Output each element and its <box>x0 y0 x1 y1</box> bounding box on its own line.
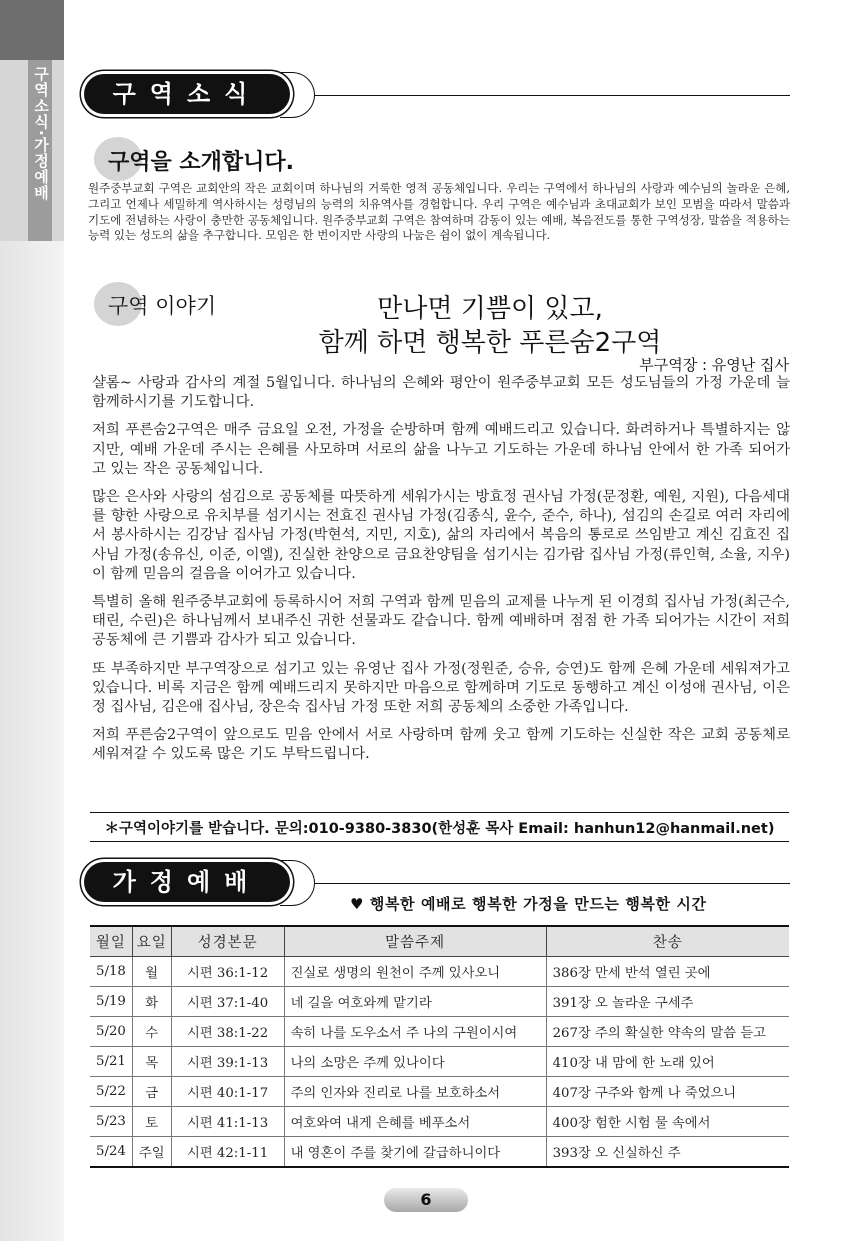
table-row <box>90 1017 789 1047</box>
table-row <box>90 1137 789 1168</box>
cell-day: 토 <box>132 1107 171 1137</box>
story-paragraph: 많은 은사와 사랑의 섬김으로 공동체를 따뜻하게 세워가시는 방효정 권사님 가정(문정환, 예원, 지원), 다음세대를 향한 사랑으로 유치부를 섬기시는 전효진 권사님 가정(김종식, 윤수, 준수, 하나), 섬김의 손길로 여러 자리에서 봉사하시는 김강남 집사님 가정(박현석, 지민, 지호), 삶의 자리에서 복음의 통로로 쓰임받고 계신 김효진 집사님 가정(송유신, 이준, 이엘), 진실한 찬양으로 금요찬양팀을 섬기시는 김가람 집사님 가정(류인혁, 소율, 지우)이 함께 믿음의 걸음을 이어가고 있습니다. <box>92 489 790 582</box>
story-paragraph: 샬롬~ 사랑과 감사의 계절 5월입니다. 하나님의 은혜와 평안이 원주중부교회 모든 성도님들의 가정 가운데 늘 함께하시기를 기도합니다. <box>92 375 790 411</box>
page-number: 6 <box>384 1188 468 1212</box>
cell-scripture: 시편 37:1-40 <box>171 987 284 1017</box>
cell-hymn: 410장 내 맘에 한 노래 있어 <box>546 1047 789 1077</box>
column-header: 성경본문 <box>171 926 284 957</box>
cell-topic: 네 길을 여호와께 맡기라 <box>284 987 546 1017</box>
cell-topic: 여호와여 내게 은혜를 베푸소서 <box>284 1107 546 1137</box>
cell-date: 5/23 <box>90 1107 132 1137</box>
cell-day: 월 <box>132 957 171 987</box>
cell-scripture: 시편 38:1-22 <box>171 1017 284 1047</box>
cell-date: 5/19 <box>90 987 132 1017</box>
cell-hymn: 407장 구주와 함께 나 죽었으니 <box>546 1077 789 1107</box>
section-header-rule <box>314 883 790 884</box>
section-header-news <box>84 74 790 116</box>
intro-heading: 구역을 소개합니다. <box>108 150 295 175</box>
column-header: 찬송 <box>546 926 789 957</box>
cell-date: 5/21 <box>90 1047 132 1077</box>
contact-rule-top <box>90 812 789 813</box>
cell-hymn: 391장 오 놀라운 구세주 <box>546 987 789 1017</box>
sidebar-margin <box>0 241 64 1241</box>
story-paragraph: 또 부족하지만 부구역장으로 섬기고 있는 유영난 집사 가정(정원준, 승유, 승연)도 함께 은혜 가운데 세워져가고 있습니다. 비록 지금은 함께 예배드리지 못하지만 마음으로 함께하며 기도로 동행하고 계신 이성애 권사님, 이은정 집사님, 김은애 집사님, 장은숙 집사님 가정 또한 저희 공동체의 소중한 가족입니다. <box>92 660 790 716</box>
sidebar-label: 구역소식·가정예배 <box>32 66 50 201</box>
cell-date: 5/20 <box>90 1017 132 1047</box>
section-title-news: 구역소식 <box>84 74 290 114</box>
cell-topic: 속히 나를 도우소서 주 나의 구원이시여 <box>284 1017 546 1047</box>
story-headline-line1: 만나면 기쁨이 있고, <box>377 294 603 324</box>
cell-date: 5/18 <box>90 957 132 987</box>
cell-scripture: 시편 40:1-17 <box>171 1077 284 1107</box>
cell-day: 금 <box>132 1077 171 1107</box>
cell-hymn: 400장 험한 시험 물 속에서 <box>546 1107 789 1137</box>
cell-scripture: 시편 42:1-11 <box>171 1137 284 1168</box>
cell-day: 화 <box>132 987 171 1017</box>
cell-date: 5/24 <box>90 1137 132 1168</box>
cell-hymn: 393장 오 신실하신 주 <box>546 1137 789 1168</box>
table-row <box>90 957 789 987</box>
intro-text: 원주중부교회 구역은 교회안의 작은 교회이며 하나님의 거룩한 영적 공동체입니다. 우리는 구역에서 하나님의 사랑과 예수님의 놀라운 은혜, 그리고 언제나 세밀하게 역사하시는 성령님의 능력의 치유역사를 경험합니다. 우리 구역은 예수님과 초대교회가 보인 모범을 따라서 말씀과 기도에 전념하는 사랑이 충만한 공동체입니다. 원주중부교회 구역은 참여하며 감동이 있는 예배, 복음전도를 통한 구역성장, 말씀을 적용하는 능력 있는 성도의 삶을 추구합니다. 모임은 한 번이지만 사랑의 나눔은 쉼이 없이 계속됩니다. <box>88 181 790 243</box>
cell-scripture: 시편 41:1-13 <box>171 1107 284 1137</box>
cell-day: 주일 <box>132 1137 171 1168</box>
table-row <box>90 1047 789 1077</box>
cell-date: 5/22 <box>90 1077 132 1107</box>
cell-day: 수 <box>132 1017 171 1047</box>
table-header-row <box>90 926 789 957</box>
worship-tagline: ♥ 행복한 예배로 행복한 가정을 만드는 행복한 시간 <box>350 895 707 913</box>
cell-scripture: 시편 36:1-12 <box>171 957 284 987</box>
cell-day: 목 <box>132 1047 171 1077</box>
story-paragraph: 저희 푸른숨2구역이 앞으로도 믿음 안에서 서로 사랑하며 함께 웃고 함께 기도하는 신실한 작은 교회 공동체로 세워져갈 수 있도록 많은 기도 부탁드립니다. <box>92 727 790 763</box>
story-headline-line2: 함께 하면 행복한 푸른숨2구역 <box>318 328 662 358</box>
cell-scripture: 시편 39:1-13 <box>171 1047 284 1077</box>
column-header: 요일 <box>132 926 171 957</box>
story-paragraph: 저희 푸른숨2구역은 매주 금요일 오전, 가정을 순방하며 함께 예배드리고 있습니다. 화려하거나 특별하지는 않지만, 예배 가운데 주시는 은혜를 사모하며 서로의 삶을 나누고 기도하는 가운데 하나님 안에서 한 가족 되어가고 있는 작은 공동체입니다. <box>92 422 790 477</box>
cell-hymn: 267장 주의 확실한 약속의 말씀 듣고 <box>546 1017 789 1047</box>
story-paragraph: 특별히 올해 원주중부교회에 등록하시어 저희 구역과 함께 믿음의 교제를 나누게 된 이경희 집사님 가정(최근수, 태린, 수린)은 하나님께서 보내주신 귀한 선물과도 같습니다. 함께 예배하며 점점 한 가족 되어가는 시간이 저희 공동체에 큰 기쁨과 감사가 되고 있습니다. <box>92 594 790 649</box>
column-header: 월일 <box>90 926 132 957</box>
story-heading: 구역 이야기 <box>108 294 217 318</box>
section-title-worship: 가정예배 <box>84 862 290 902</box>
table-row <box>90 1107 789 1137</box>
cell-hymn: 386장 만세 반석 열린 곳에 <box>546 957 789 987</box>
table-row <box>90 987 789 1017</box>
contact-note: ＊구역이야기를 받습니다. 문의:010-9380-3830(한성훈 목사 Email: hanhun12@hanmail.net) <box>104 821 775 837</box>
cell-topic: 진실로 생명의 원천이 주께 있사오니 <box>284 957 546 987</box>
column-header: 말씀주제 <box>284 926 546 957</box>
section-header-rule <box>314 95 790 96</box>
sidebar-top-block <box>0 0 64 60</box>
story-author: 부구역장 : 유영난 집사 <box>639 356 789 374</box>
story-body <box>92 374 790 774</box>
table-row <box>90 1077 789 1107</box>
cell-topic: 나의 소망은 주께 있나이다 <box>284 1047 546 1077</box>
worship-schedule-table <box>90 925 789 1168</box>
cell-topic: 주의 인자와 진리로 나를 보호하소서 <box>284 1077 546 1107</box>
contact-rule-bottom <box>90 841 789 842</box>
cell-topic: 내 영혼이 주를 찾기에 갈급하니이다 <box>284 1137 546 1168</box>
